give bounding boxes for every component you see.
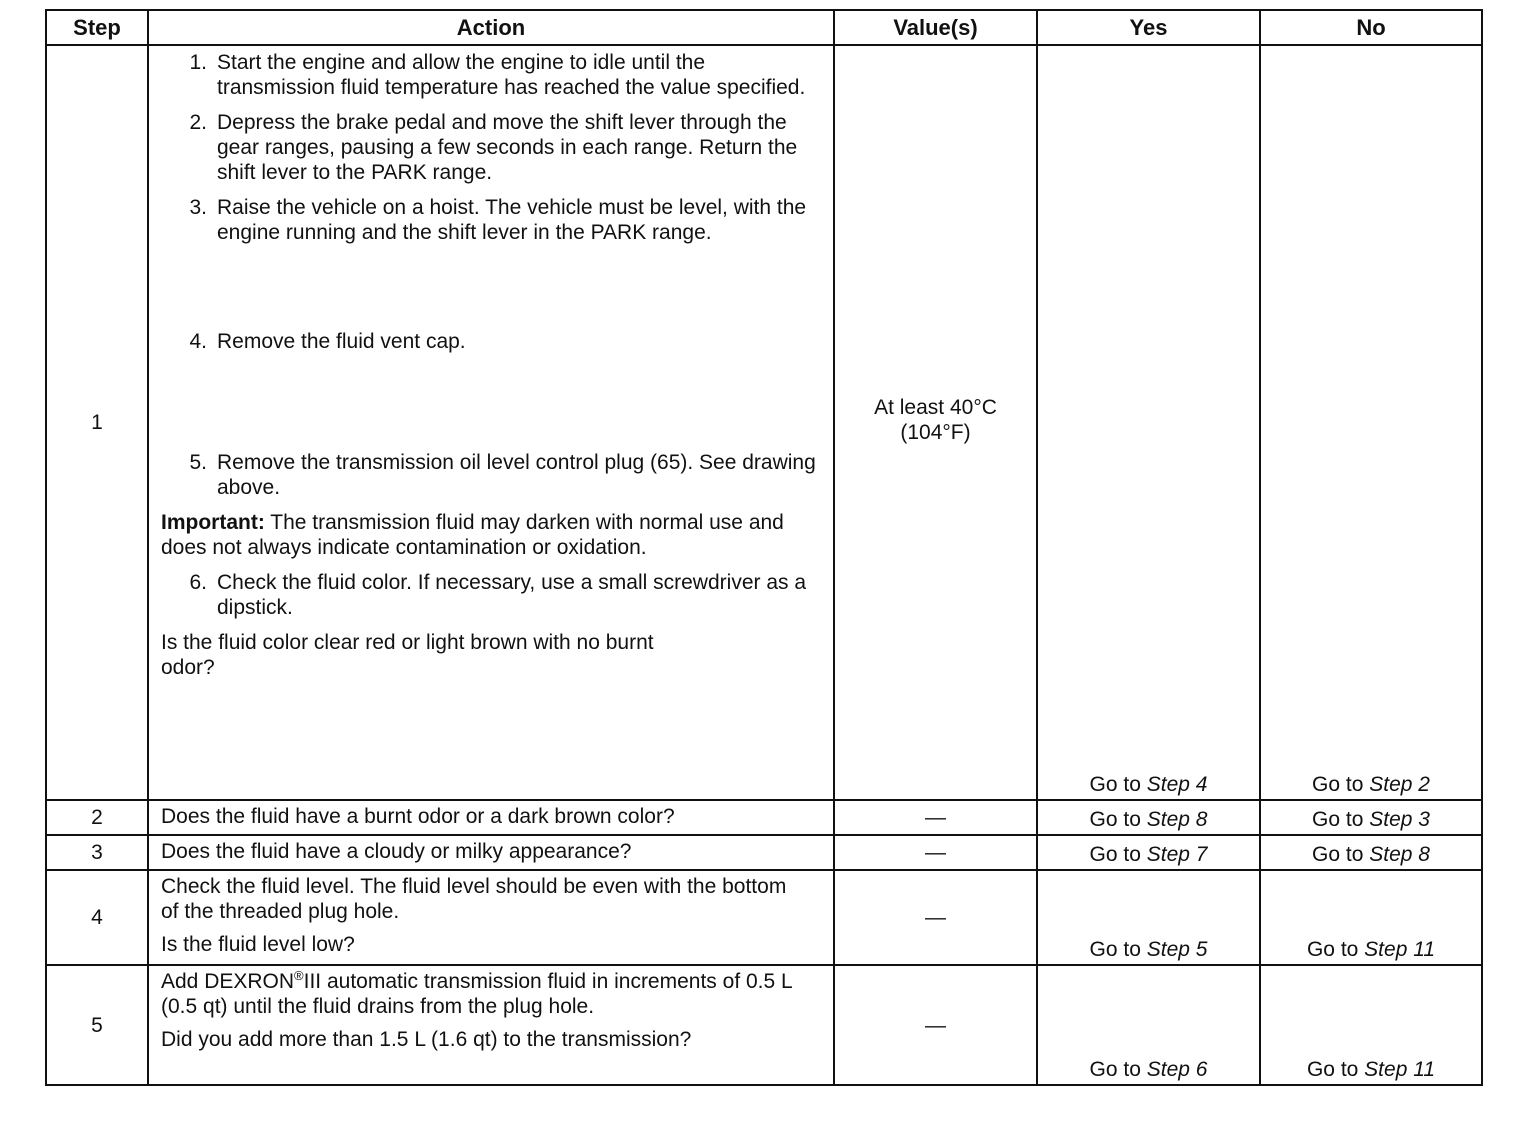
header-values: Value(s) — [834, 10, 1037, 45]
instruction-text: Check the fluid level. The fluid level should be even with the bottom of the threaded plug hole. — [161, 875, 787, 923]
question-text: Is the fluid color clear red or light brown with no burnt odor? — [161, 631, 654, 679]
yes-prefix: Go to — [1089, 843, 1147, 866]
yes-cell — [1037, 870, 1260, 965]
yes-step-link: Step 6 — [1146, 1058, 1208, 1081]
question-text: Is the fluid level low? — [161, 933, 355, 956]
no-cell — [1260, 800, 1482, 835]
item-text: Start the engine and allow the engine to idle until the transmission fluid temperature has reached the value specified. — [217, 51, 806, 99]
item-text: Raise the vehicle on a hoist. The vehicle must be level, with the engine running and the shift lever in the PARK range. — [217, 196, 807, 244]
question-text: Did you add more than 1.5 L (1.6 qt) to the transmission? — [161, 1028, 692, 1051]
action-item — [161, 50, 825, 100]
item-number: 5. — [189, 451, 207, 474]
no-prefix: Go to — [1312, 808, 1370, 831]
yes-step-link: Step 4 — [1146, 773, 1208, 796]
table-row — [46, 45, 1482, 800]
yes-prefix: Go to — [1089, 773, 1147, 796]
no-step-link: Step 11 — [1364, 1058, 1436, 1081]
item-number: 3. — [189, 196, 207, 219]
header-row — [46, 10, 1482, 45]
question-text: Does the fluid have a cloudy or milky appearance? — [161, 840, 632, 863]
no-prefix: Go to — [1306, 938, 1365, 961]
action-cell — [148, 870, 834, 965]
table-row — [46, 965, 1482, 1085]
value-cell: — — [834, 800, 1037, 835]
yes-prefix: Go to — [1089, 808, 1147, 831]
yes-prefix: Go to — [1089, 1058, 1147, 1081]
step-number: 5 — [46, 965, 148, 1085]
header-yes: Yes — [1037, 10, 1260, 45]
no-step-link: Step 11 — [1364, 938, 1436, 961]
step-number: 2 — [46, 800, 148, 835]
value-line: At least 40°C — [874, 395, 997, 419]
step-number: 3 — [46, 835, 148, 870]
yes-step-link: Step 8 — [1146, 808, 1208, 831]
action-cell — [148, 965, 834, 1085]
header-no: No — [1260, 10, 1482, 45]
yes-step-link: Step 7 — [1146, 843, 1208, 866]
no-prefix: Go to — [1312, 773, 1370, 796]
no-prefix: Go to — [1306, 1058, 1365, 1081]
header-action: Action — [148, 10, 834, 45]
item-number: 1. — [189, 51, 207, 74]
action-item — [161, 329, 825, 354]
table-row — [46, 835, 1482, 870]
yes-step-link: Step 5 — [1146, 938, 1208, 961]
yes-cell — [1037, 835, 1260, 870]
step-number: 1 — [46, 45, 148, 800]
instruction-part: III automatic transmission fluid in increments of 0.5 L (0.5 qt) until the fluid drains from the plug hole. — [161, 970, 792, 1018]
action-item — [161, 450, 825, 500]
item-number: 4. — [189, 330, 207, 353]
value-cell — [834, 45, 1037, 800]
header-step: Step — [46, 10, 148, 45]
action-item — [161, 110, 825, 185]
no-cell — [1260, 45, 1482, 800]
instruction-text — [161, 969, 825, 1019]
value-cell: — — [834, 835, 1037, 870]
table-row — [46, 800, 1482, 835]
item-text: Remove the transmission oil level control plug (65). See drawing above. — [217, 451, 816, 499]
value-cell: — — [834, 870, 1037, 965]
no-cell — [1260, 870, 1482, 965]
registered-mark: ® — [294, 968, 304, 983]
important-text: The transmission fluid may darken with normal use and does not always indicate contamination or oxidation. — [161, 511, 784, 559]
important-label: Important: — [161, 511, 265, 534]
action-cell — [148, 800, 834, 835]
item-text: Check the fluid color. If necessary, use a small screwdriver as a dipstick. — [217, 571, 807, 619]
yes-cell — [1037, 45, 1260, 800]
diagnostic-table — [45, 9, 1483, 1086]
table-row — [46, 870, 1482, 965]
no-prefix: Go to — [1312, 843, 1370, 866]
item-number: 2. — [189, 111, 207, 134]
value-line: (104°F) — [900, 420, 971, 444]
no-cell — [1260, 965, 1482, 1085]
action-cell — [148, 835, 834, 870]
action-item — [161, 570, 825, 620]
no-step-link: Step 2 — [1369, 773, 1430, 796]
yes-prefix: Go to — [1089, 938, 1147, 961]
item-number: 6. — [189, 571, 207, 594]
yes-cell — [1037, 800, 1260, 835]
yes-cell — [1037, 965, 1260, 1085]
item-text: Remove the fluid vent cap. — [217, 330, 466, 353]
action-item — [161, 195, 825, 245]
instruction-part: Add DEXRON — [161, 970, 295, 993]
no-step-link: Step 3 — [1369, 808, 1430, 831]
action-cell — [148, 45, 834, 800]
value-cell: — — [834, 965, 1037, 1085]
no-step-link: Step 8 — [1369, 843, 1430, 866]
no-cell — [1260, 835, 1482, 870]
important-note — [161, 510, 825, 560]
step-number: 4 — [46, 870, 148, 965]
question-text: Does the fluid have a burnt odor or a dark brown color? — [161, 805, 675, 828]
item-text: Depress the brake pedal and move the shift lever through the gear ranges, pausing a few seconds in each range. Return the shift lever to the PARK range. — [217, 111, 798, 184]
